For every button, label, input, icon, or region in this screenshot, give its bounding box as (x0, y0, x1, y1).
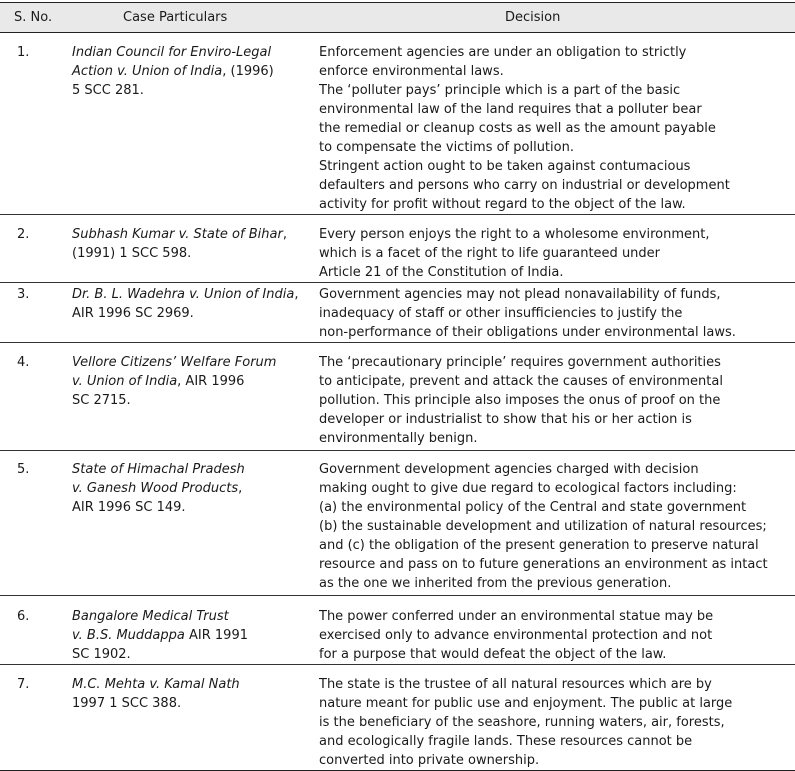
case-citation-line (72, 675, 304, 694)
case-citation-line (72, 225, 304, 244)
case-citation-line (72, 372, 304, 391)
case-name-italic: M.C. Mehta v. Kamal Nath (72, 677, 240, 692)
case-citation-line (72, 479, 304, 498)
serial-number-cell: 4. (0, 343, 58, 451)
decision-line: and ecologically fragile lands. These resources cannot be (319, 734, 693, 749)
case-citation-line (72, 285, 304, 304)
serial-number-cell: 6. (0, 596, 58, 665)
decision-line: is the beneficiary of the seashore, running waters, air, forests, (319, 715, 725, 730)
citation-text: AIR 1991 (184, 628, 248, 643)
table-row (0, 451, 795, 596)
decision-cell (304, 343, 795, 451)
decision-line: making ought to give due regard to ecological factors including: (319, 481, 737, 496)
table-row (0, 283, 795, 343)
citation-text: AIR 1996 SC 149. (72, 500, 186, 515)
decision-line: The ‘precautionary principle’ requires government authorities (319, 355, 721, 370)
decision-line: The ‘polluter pays’ principle which is a part of the basic (319, 83, 681, 98)
case-name-italic: Vellore Citizens’ Welfare Forum (72, 355, 277, 370)
decision-line: nature meant for public use and enjoyment. The public at large (319, 696, 733, 711)
case-citation-line (72, 81, 304, 100)
case-particulars-cell (58, 215, 304, 283)
case-name-italic: Bangalore Medical Trust (72, 609, 229, 624)
citation-text: (1991) 1 SCC 598. (72, 246, 192, 261)
case-name-italic: Action v. Union of India (72, 64, 223, 79)
header-row (0, 3, 795, 33)
decision-line: Government agencies may not plead nonavailability of funds, (319, 287, 721, 302)
case-particulars-cell (58, 33, 304, 215)
decision-line: Article 21 of the Constitution of India. (319, 265, 564, 280)
table-row (0, 215, 795, 283)
case-citation-line (72, 62, 304, 81)
case-particulars-cell (58, 596, 304, 665)
case-table (0, 2, 795, 771)
case-citation-line (72, 244, 304, 263)
decision-line: environmental law of the land requires that a polluter bear (319, 102, 702, 117)
decision-line: the remedial or cleanup costs as well as the amount payable (319, 121, 716, 136)
decision-cell (304, 451, 795, 596)
citation-text: 1997 1 SCC 388. (72, 696, 182, 711)
decision-line: converted into private ownership. (319, 753, 540, 768)
header-serial-number: S. No. (0, 3, 58, 33)
case-citation-line (72, 607, 304, 626)
case-particulars-cell (58, 665, 304, 771)
serial-number-cell: 1. (0, 33, 58, 215)
case-citation-line (72, 498, 304, 517)
citation-text: , AIR 1996 (177, 374, 245, 389)
table-row (0, 665, 795, 771)
case-name-italic: v. Ganesh Wood Products (72, 481, 239, 496)
case-citation-line (72, 391, 304, 410)
decision-cell (304, 665, 795, 771)
decision-line: Every person enjoys the right to a wholesome environment, (319, 227, 710, 242)
case-citation-line (72, 694, 304, 713)
decision-line: defaulters and persons who carry on industrial or development (319, 178, 730, 193)
case-citation-line (72, 304, 304, 323)
case-name-italic: Dr. B. L. Wadehra v. Union of India (72, 287, 295, 302)
decision-line: to anticipate, prevent and attack the causes of environmental (319, 374, 723, 389)
case-name-italic: Indian Council for Enviro-Legal (72, 45, 272, 60)
serial-number-cell: 3. (0, 283, 58, 343)
decision-cell (304, 215, 795, 283)
table-row (0, 33, 795, 215)
decision-cell (304, 33, 795, 215)
case-citation-line (72, 626, 304, 645)
case-name-italic: Subhash Kumar v. State of Bihar (72, 227, 283, 242)
decision-line: exercised only to advance environmental protection and not (319, 628, 713, 643)
decision-line: Government development agencies charged with decision (319, 462, 699, 477)
case-citation-line (72, 353, 304, 372)
decision-line: environmentally benign. (319, 431, 478, 446)
table-header (0, 3, 795, 33)
case-particulars-cell (58, 343, 304, 451)
table-body (0, 33, 795, 771)
decision-cell (304, 283, 795, 343)
case-citation-line (72, 43, 304, 62)
citation-text: , (294, 287, 299, 302)
case-citation-line (72, 460, 304, 479)
decision-line: as the one we inherited from the previous generation. (319, 576, 672, 591)
decision-line: (b) the sustainable development and utilization of natural resources; (319, 519, 767, 534)
decision-line: activity for profit without regard to the object of the law. (319, 197, 686, 212)
citation-text: , (238, 481, 243, 496)
decision-cell (304, 596, 795, 665)
decision-line: pollution. This principle also imposes the onus of proof on the (319, 393, 721, 408)
case-name-italic: v. B.S. Muddappa (72, 628, 185, 643)
decision-line: Stringent action ought to be taken against contumacious (319, 159, 691, 174)
citation-text: SC 2715. (72, 393, 131, 408)
serial-number-cell: 7. (17, 677, 30, 692)
decision-line: which is a facet of the right to life guaranteed under (319, 246, 661, 261)
decision-line: The state is the trustee of all natural resources which are by (319, 677, 712, 692)
header-decision: Decision (304, 3, 795, 33)
decision-line: non-performance of their obligations under environmental laws. (319, 325, 736, 340)
citation-text: , (282, 227, 287, 242)
decision-line: inadequacy of staff or other insufficiencies to justify the (319, 306, 683, 321)
table-row (0, 343, 795, 451)
decision-line: enforce environmental laws. (319, 64, 504, 79)
case-name-italic: State of Himachal Pradesh (72, 462, 245, 477)
case-particulars-cell (58, 451, 304, 596)
case-citation-line (72, 645, 304, 664)
citation-text: , (1996) (222, 64, 274, 79)
citation-text: AIR 1996 SC 2969. (72, 306, 194, 321)
decision-line: developer or industrialist to show that his or her action is (319, 412, 692, 427)
decision-line: resource and pass on to future generations an environment as intact (319, 557, 768, 572)
citation-text: SC 1902. (72, 647, 131, 662)
decision-line: The power conferred under an environmental statue may be (319, 609, 714, 624)
table-row (0, 596, 795, 665)
decision-line: for a purpose that would defeat the object of the law. (319, 647, 667, 662)
serial-number-cell: 2. (0, 215, 58, 283)
decision-line: and (c) the obligation of the present generation to preserve natural (319, 538, 759, 553)
citation-text: 5 SCC 281. (72, 83, 144, 98)
decision-line: to compensate the victims of pollution. (319, 140, 574, 155)
decision-line: Enforcement agencies are under an obligation to strictly (319, 45, 687, 60)
case-particulars-cell (58, 283, 304, 343)
decision-line: (a) the environmental policy of the Central and state government (319, 500, 747, 515)
serial-number-cell: 5. (0, 451, 58, 596)
case-name-italic: v. Union of India (72, 374, 178, 389)
header-case-particulars: Case Particulars (58, 3, 304, 33)
